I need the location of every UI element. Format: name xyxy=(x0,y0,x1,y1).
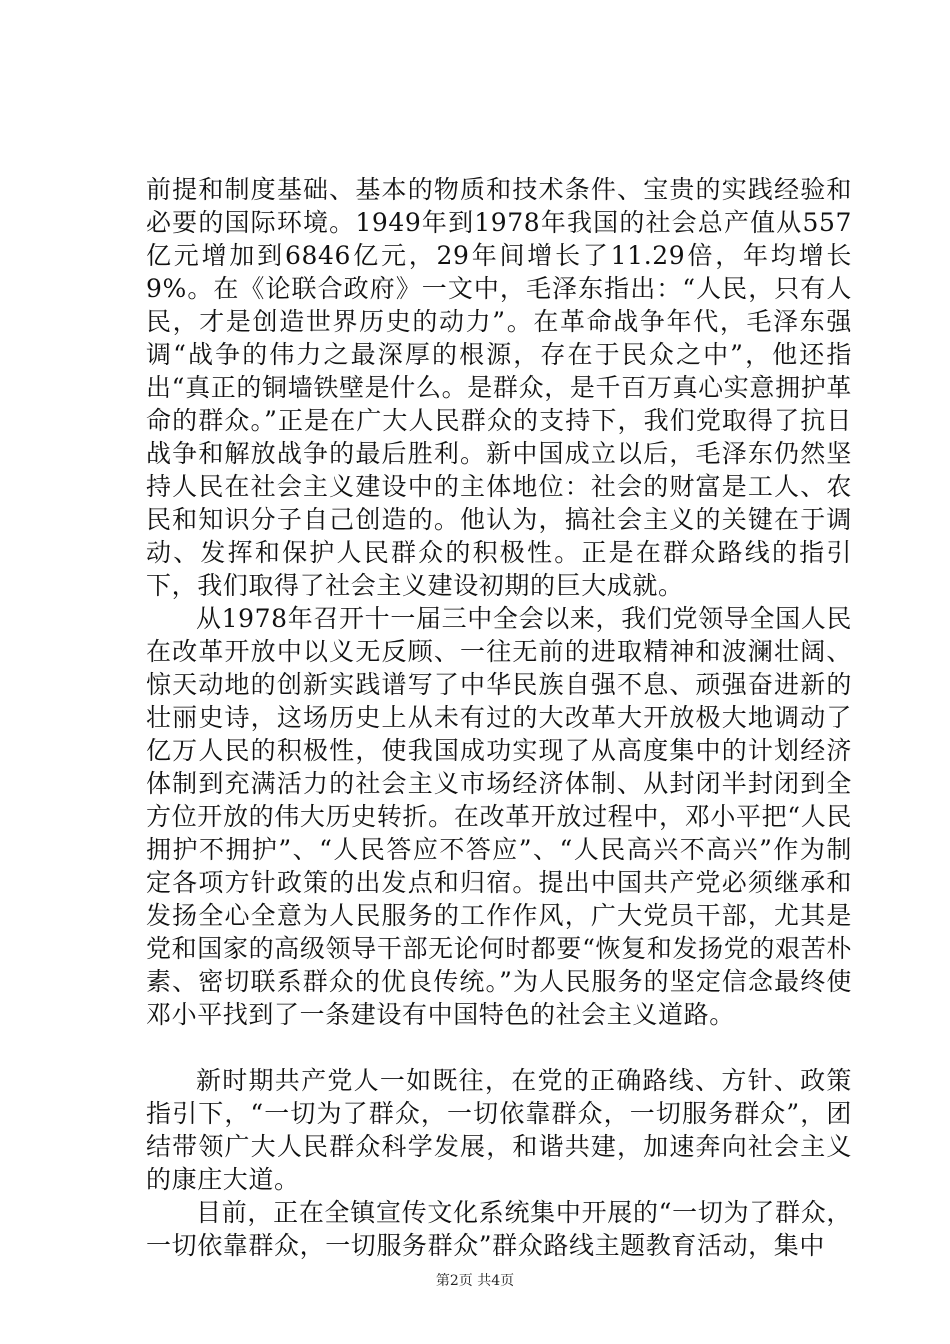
paragraph-3: 新时期共产党人一如既往，在党的正确路线、方针、政策指引下，“一切为了群众，一切依靠群众，一切服务群众”，团结带领广大人民群众科学发展，和谐共建，加速奔向社会主义的康庄大道。 xyxy=(146,1066,852,1194)
page-number-label: 第2页 共4页 xyxy=(435,1273,515,1289)
page-footer xyxy=(0,1272,950,1290)
paragraph-2: 从1978年召开十一届三中全会以来，我们党领导全国人民在改革开放中以义无反顾、一往无前的进取精神和波澜壮阔、惊天动地的创新实践谱写了中华民族自强不息、顽强奋进新的壮丽史诗，这场历史上从未有过的大改革大开放极大地调动了亿万人民的积极性，使我国成功实现了从高度集中的计划经济体制到充满活力的社会主义市场经济体制、从封闭半封闭到全方位开放的伟大历史转折。在改革开放过程中，邓小平把“人民拥护不拥护”、“人民答应不答应”、“人民高兴不高兴”作为制定各项方针政策的出发点和归宿。提出中国共产党必须继承和发扬全心全意为人民服务的工作作风，广大党员干部，尤其是党和国家的高级领导干部无论何时都要“恢复和发扬党的艰苦朴素、密切联系群众的优良传统。”为人民服务的坚定信念最终使邓小平找到了一条建设有中国特色的社会主义道路。 xyxy=(146,604,852,1029)
paragraph-4: 目前，正在全镇宣传文化系统集中开展的“一切为了群众，一切依靠群众，一切服务群众”群众路线主题教育活动，集中 xyxy=(146,1198,852,1260)
paragraph-1: 前提和制度基础、基本的物质和技术条件、宝贵的实践经验和必要的国际环境。1949年到1978年我国的社会总产值从557亿元增加到6846亿元，29年间增长了11.29倍，年均增长9%。在《论联合政府》一文中，毛泽东指出：“人民，只有人民，才是创造世界历史的动力”。在革命战争年代，毛泽东强调“战争的伟力之最深厚的根源，存在于民众之中”，他还指出“真正的铜墙铁壁是什么。是群众，是千百万真心实意拥护革命的群众。”正是在广大人民群众的支持下，我们党取得了抗日战争和解放战争的最后胜利。新中国成立以后，毛泽东仍然坚持人民在社会主义建设中的主体地位：社会的财富是工人、农民和知识分子自己创造的。他认为，搞社会主义的关键在于调动、发挥和保护人民群众的积极性。正是在群众路线的指引下，我们取得了社会主义建设初期的巨大成就。 xyxy=(146,175,852,600)
document-body xyxy=(146,173,852,1262)
